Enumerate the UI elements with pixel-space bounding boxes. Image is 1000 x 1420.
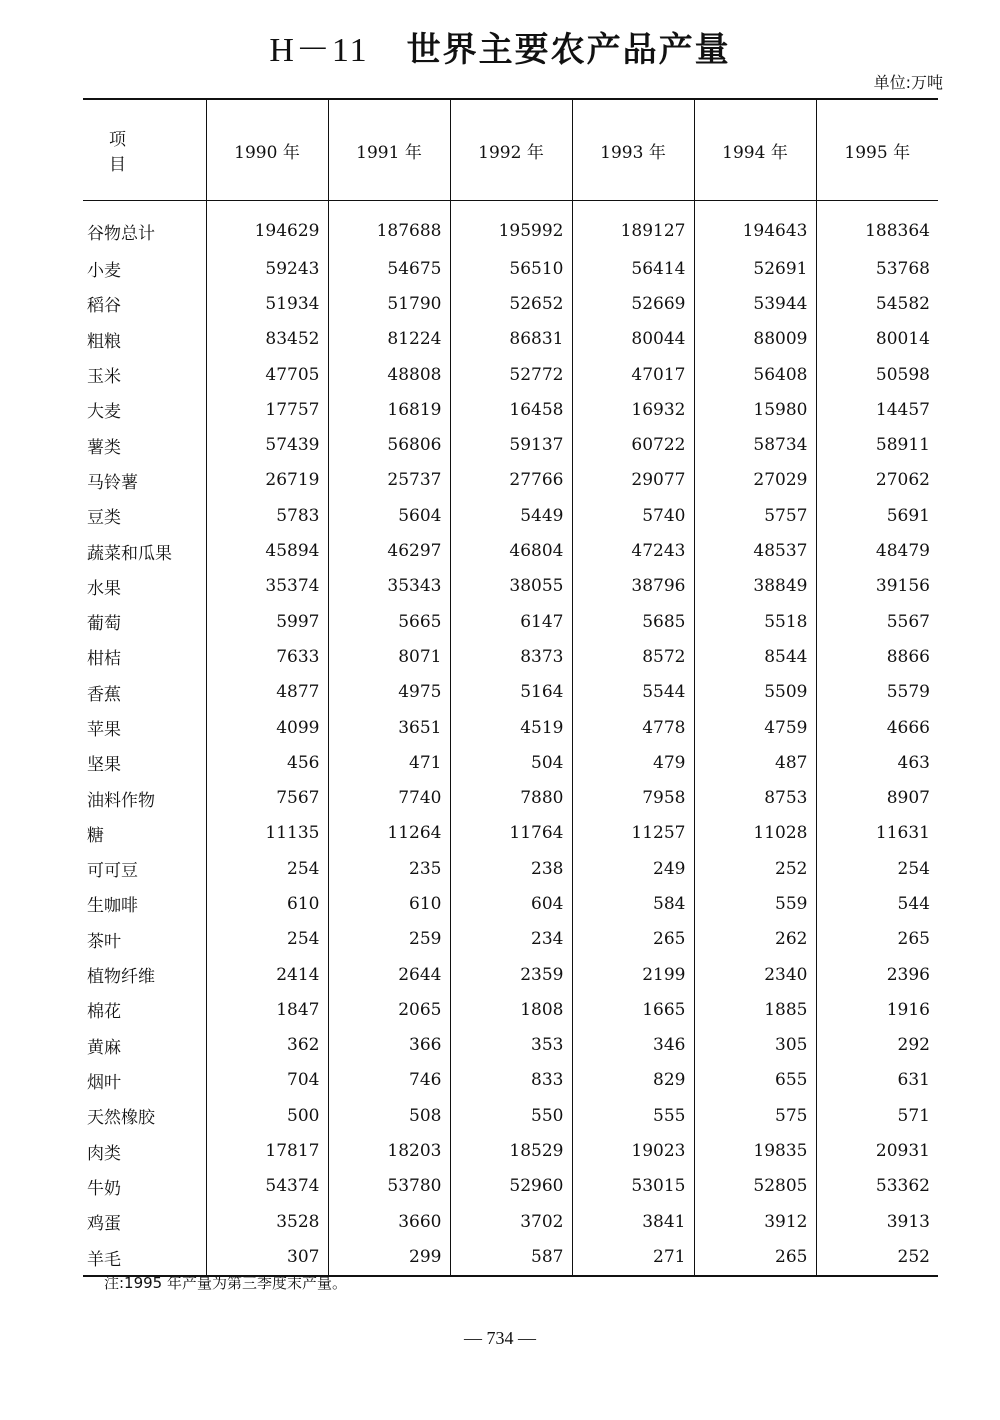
cell-value: 57439 <box>206 427 328 462</box>
cell-value: 38055 <box>450 569 572 604</box>
cell-value: 252 <box>694 851 816 886</box>
cell-value: 11264 <box>328 816 450 851</box>
column-header-item: 项 目 <box>83 99 206 201</box>
cell-value: 5164 <box>450 675 572 710</box>
cell-value: 11135 <box>206 816 328 851</box>
cell-value: 2396 <box>816 957 938 992</box>
cell-value: 58911 <box>816 427 938 462</box>
cell-value: 610 <box>328 886 450 921</box>
cell-value: 48808 <box>328 357 450 392</box>
cell-value: 52805 <box>694 1169 816 1204</box>
column-header-1993: 1993 年 <box>572 99 694 201</box>
cell-value: 20931 <box>816 1133 938 1168</box>
cell-value: 1808 <box>450 992 572 1027</box>
row-label: 羊毛 <box>83 1239 206 1276</box>
cell-value: 60722 <box>572 427 694 462</box>
table-row <box>83 463 938 498</box>
cell-value: 17817 <box>206 1133 328 1168</box>
row-label: 茶叶 <box>87 931 121 952</box>
table-row <box>83 1204 938 1239</box>
table-row <box>83 710 938 745</box>
cell-value: 47017 <box>572 357 694 392</box>
cell-value: 5691 <box>816 498 938 533</box>
cell-value: 362 <box>206 1028 328 1063</box>
row-label: 黄麻 <box>87 1037 121 1058</box>
cell-value: 4877 <box>206 675 328 710</box>
cell-value: 27062 <box>816 463 938 498</box>
cell-value: 187688 <box>328 201 450 252</box>
cell-value: 19023 <box>572 1133 694 1168</box>
row-label: 苹果 <box>87 720 121 740</box>
cell-value: 463 <box>816 745 938 780</box>
cell-value: 346 <box>572 1028 694 1063</box>
cell-value: 3660 <box>328 1204 450 1239</box>
cell-value: 6147 <box>450 604 572 639</box>
cell-value: 52691 <box>694 251 816 286</box>
cell-value: 5997 <box>206 604 328 639</box>
row-label: 坚果 <box>87 755 121 776</box>
cell-value: 53362 <box>816 1169 938 1204</box>
row-label: 糖 <box>87 825 104 846</box>
table-row <box>83 1239 938 1276</box>
cell-value: 8071 <box>328 639 450 674</box>
cell-value: 487 <box>694 745 816 780</box>
cell-value: 53015 <box>572 1169 694 1204</box>
cell-value: 704 <box>206 1063 328 1098</box>
cell-value: 1885 <box>694 992 816 1027</box>
cell-value: 14457 <box>816 392 938 427</box>
table-row <box>83 392 938 427</box>
cell-value: 8753 <box>694 780 816 815</box>
cell-value: 3841 <box>572 1204 694 1239</box>
cell-value: 254 <box>206 851 328 886</box>
cell-value: 56806 <box>328 427 450 462</box>
cell-value: 3913 <box>816 1204 938 1239</box>
cell-value: 2340 <box>694 957 816 992</box>
cell-value: 51934 <box>206 286 328 321</box>
cell-value: 15980 <box>694 392 816 427</box>
cell-value: 3528 <box>206 1204 328 1239</box>
cell-value: 1665 <box>572 992 694 1027</box>
cell-value: 1916 <box>816 992 938 1027</box>
cell-value: 631 <box>816 1063 938 1098</box>
cell-value: 52652 <box>450 286 572 321</box>
cell-value: 56408 <box>694 357 816 392</box>
table-row <box>83 1028 938 1063</box>
table-row <box>83 851 938 886</box>
table-row <box>83 922 938 957</box>
cell-value: 17757 <box>206 392 328 427</box>
cell-value: 88009 <box>694 322 816 357</box>
cell-value: 234 <box>450 922 572 957</box>
cell-value: 254 <box>206 922 328 957</box>
footnote: 注:1995 年产量为第三季度末产量。 <box>104 1274 347 1292</box>
cell-value: 59243 <box>206 251 328 286</box>
cell-value: 249 <box>572 851 694 886</box>
cell-value: 50598 <box>816 357 938 392</box>
cell-value: 11764 <box>450 816 572 851</box>
cell-value: 189127 <box>572 201 694 252</box>
cell-value: 262 <box>694 922 816 957</box>
cell-value: 38849 <box>694 569 816 604</box>
cell-value: 18203 <box>328 1133 450 1168</box>
row-label: 油料作物 <box>87 790 155 811</box>
cell-value: 604 <box>450 886 572 921</box>
cell-value: 456 <box>206 745 328 780</box>
cell-value: 56510 <box>450 251 572 286</box>
row-label: 玉米 <box>87 367 121 388</box>
row-label: 薯类 <box>87 437 121 458</box>
cell-value: 58734 <box>694 427 816 462</box>
cell-value: 19835 <box>694 1133 816 1168</box>
table-row <box>83 286 938 321</box>
cell-value: 29077 <box>572 463 694 498</box>
cell-value: 52960 <box>450 1169 572 1204</box>
cell-value: 7880 <box>450 780 572 815</box>
table-row <box>83 498 938 533</box>
cell-value: 16458 <box>450 392 572 427</box>
cell-value: 555 <box>572 1098 694 1133</box>
table-row <box>83 251 938 286</box>
table-row <box>83 675 938 710</box>
table-row <box>83 957 938 992</box>
cell-value: 238 <box>450 851 572 886</box>
cell-value: 508 <box>328 1098 450 1133</box>
cell-value: 83452 <box>206 322 328 357</box>
cell-value: 8373 <box>450 639 572 674</box>
cell-value: 4519 <box>450 710 572 745</box>
cell-value: 46297 <box>328 533 450 568</box>
cell-value: 2359 <box>450 957 572 992</box>
cell-value: 27766 <box>450 463 572 498</box>
cell-value: 4975 <box>328 675 450 710</box>
cell-value: 5757 <box>694 498 816 533</box>
production-table <box>83 98 938 1277</box>
cell-value: 7567 <box>206 780 328 815</box>
cell-value: 16932 <box>572 392 694 427</box>
cell-value: 5544 <box>572 675 694 710</box>
cell-value: 550 <box>450 1098 572 1133</box>
table-row <box>83 1169 938 1204</box>
cell-value: 45894 <box>206 533 328 568</box>
row-label: 植物纤维 <box>87 967 155 988</box>
cell-value: 35343 <box>328 569 450 604</box>
page-title <box>0 22 1000 71</box>
cell-value: 56414 <box>572 251 694 286</box>
cell-value: 4759 <box>694 710 816 745</box>
table-row <box>83 533 938 568</box>
cell-value: 259 <box>328 922 450 957</box>
cell-value: 11257 <box>572 816 694 851</box>
row-label: 牛奶 <box>87 1178 121 1199</box>
cell-value: 8907 <box>816 780 938 815</box>
row-label: 肉类 <box>87 1143 121 1164</box>
table-row <box>83 992 938 1027</box>
cell-value: 5509 <box>694 675 816 710</box>
row-label: 谷物总计 <box>87 223 155 244</box>
cell-value: 47705 <box>206 357 328 392</box>
row-label: 可可豆 <box>87 861 138 882</box>
cell-value: 252 <box>816 1239 938 1276</box>
cell-value: 39156 <box>816 569 938 604</box>
row-label: 稻谷 <box>87 296 121 317</box>
cell-value: 8866 <box>816 639 938 674</box>
row-label: 小麦 <box>87 261 121 282</box>
cell-value: 254 <box>816 851 938 886</box>
row-label: 生咖啡 <box>87 896 138 917</box>
cell-value: 235 <box>328 851 450 886</box>
table-row <box>83 1063 938 1098</box>
cell-value: 80014 <box>816 322 938 357</box>
cell-value: 11631 <box>816 816 938 851</box>
cell-value: 307 <box>206 1239 328 1276</box>
cell-value: 5579 <box>816 675 938 710</box>
cell-value: 479 <box>572 745 694 780</box>
table-row <box>83 886 938 921</box>
cell-value: 544 <box>816 886 938 921</box>
cell-value: 86831 <box>450 322 572 357</box>
table-code: H－11 <box>269 32 369 69</box>
cell-value: 54374 <box>206 1169 328 1204</box>
cell-value: 53780 <box>328 1169 450 1204</box>
cell-value: 4778 <box>572 710 694 745</box>
cell-value: 610 <box>206 886 328 921</box>
cell-value: 38796 <box>572 569 694 604</box>
cell-value: 5685 <box>572 604 694 639</box>
cell-value: 305 <box>694 1028 816 1063</box>
cell-value: 25737 <box>328 463 450 498</box>
cell-value: 4666 <box>816 710 938 745</box>
cell-value: 194629 <box>206 201 328 252</box>
table-row <box>83 780 938 815</box>
unit-label: 单位:万吨 <box>873 73 943 92</box>
cell-value: 5604 <box>328 498 450 533</box>
table-row <box>83 745 938 780</box>
cell-value: 53944 <box>694 286 816 321</box>
row-label: 水果 <box>87 578 121 599</box>
column-header-1995: 1995 年 <box>816 99 938 201</box>
cell-value: 2644 <box>328 957 450 992</box>
cell-value: 1847 <box>206 992 328 1027</box>
cell-value: 746 <box>328 1063 450 1098</box>
cell-value: 5518 <box>694 604 816 639</box>
table-row <box>83 639 938 674</box>
table-row <box>83 427 938 462</box>
table-row <box>83 201 938 252</box>
cell-value: 7958 <box>572 780 694 815</box>
cell-value: 52772 <box>450 357 572 392</box>
column-header-1991: 1991 年 <box>328 99 450 201</box>
cell-value: 366 <box>328 1028 450 1063</box>
cell-value: 11028 <box>694 816 816 851</box>
row-label: 葡萄 <box>87 614 121 635</box>
cell-value: 271 <box>572 1239 694 1276</box>
table-row <box>83 816 938 851</box>
cell-value: 571 <box>816 1098 938 1133</box>
cell-value: 2414 <box>206 957 328 992</box>
cell-value: 292 <box>816 1028 938 1063</box>
cell-value: 5449 <box>450 498 572 533</box>
cell-value: 59137 <box>450 427 572 462</box>
cell-value: 48537 <box>694 533 816 568</box>
cell-value: 471 <box>328 745 450 780</box>
cell-value: 35374 <box>206 569 328 604</box>
table-row <box>83 604 938 639</box>
table-row <box>83 1098 938 1133</box>
cell-value: 27029 <box>694 463 816 498</box>
cell-value: 47243 <box>572 533 694 568</box>
row-label: 棉花 <box>87 1002 121 1023</box>
table-header-row <box>83 99 938 201</box>
cell-value: 829 <box>572 1063 694 1098</box>
cell-value: 48479 <box>816 533 938 568</box>
cell-value: 587 <box>450 1239 572 1276</box>
row-label: 马铃薯 <box>87 472 138 493</box>
cell-value: 54582 <box>816 286 938 321</box>
cell-value: 575 <box>694 1098 816 1133</box>
cell-value: 54675 <box>328 251 450 286</box>
table-row <box>83 1133 938 1168</box>
cell-value: 559 <box>694 886 816 921</box>
row-label: 鸡蛋 <box>87 1214 121 1235</box>
column-header-1992: 1992 年 <box>450 99 572 201</box>
cell-value: 52669 <box>572 286 694 321</box>
cell-value: 5740 <box>572 498 694 533</box>
cell-value: 188364 <box>816 201 938 252</box>
cell-value: 194643 <box>694 201 816 252</box>
cell-value: 4099 <box>206 710 328 745</box>
cell-value: 53768 <box>816 251 938 286</box>
cell-value: 584 <box>572 886 694 921</box>
page-number: — 734 — <box>464 1328 536 1348</box>
table-row <box>83 357 938 392</box>
cell-value: 265 <box>694 1239 816 1276</box>
cell-value: 81224 <box>328 322 450 357</box>
table-row <box>83 322 938 357</box>
cell-value: 3912 <box>694 1204 816 1239</box>
cell-value: 3651 <box>328 710 450 745</box>
cell-value: 833 <box>450 1063 572 1098</box>
row-label: 香蕉 <box>87 684 121 705</box>
cell-value: 504 <box>450 745 572 780</box>
cell-value: 353 <box>450 1028 572 1063</box>
cell-value: 51790 <box>328 286 450 321</box>
column-header-1994: 1994 年 <box>694 99 816 201</box>
cell-value: 5567 <box>816 604 938 639</box>
cell-value: 265 <box>816 922 938 957</box>
cell-value: 195992 <box>450 201 572 252</box>
cell-value: 500 <box>206 1098 328 1133</box>
cell-value: 299 <box>328 1239 450 1276</box>
table-title: 世界主要农产品产量 <box>406 30 731 70</box>
cell-value: 655 <box>694 1063 816 1098</box>
table-body <box>83 201 938 1277</box>
cell-value: 8544 <box>694 639 816 674</box>
row-label: 天然橡胶 <box>87 1108 155 1129</box>
cell-value: 5665 <box>328 604 450 639</box>
cell-value: 265 <box>572 922 694 957</box>
cell-value: 5783 <box>206 498 328 533</box>
cell-value: 2065 <box>328 992 450 1027</box>
cell-value: 46804 <box>450 533 572 568</box>
row-label: 粗粮 <box>87 331 121 352</box>
cell-value: 3702 <box>450 1204 572 1239</box>
cell-value: 2199 <box>572 957 694 992</box>
cell-value: 7633 <box>206 639 328 674</box>
cell-value: 7740 <box>328 780 450 815</box>
cell-value: 8572 <box>572 639 694 674</box>
row-label: 柑桔 <box>87 649 121 670</box>
cell-value: 18529 <box>450 1133 572 1168</box>
row-label: 大麦 <box>87 402 121 423</box>
cell-value: 26719 <box>206 463 328 498</box>
cell-value: 80044 <box>572 322 694 357</box>
column-header-1990: 1990 年 <box>206 99 328 201</box>
row-label: 烟叶 <box>87 1072 121 1093</box>
table-row <box>83 569 938 604</box>
cell-value: 16819 <box>328 392 450 427</box>
row-label: 蔬菜和瓜果 <box>87 543 172 564</box>
row-label: 豆类 <box>87 508 121 529</box>
